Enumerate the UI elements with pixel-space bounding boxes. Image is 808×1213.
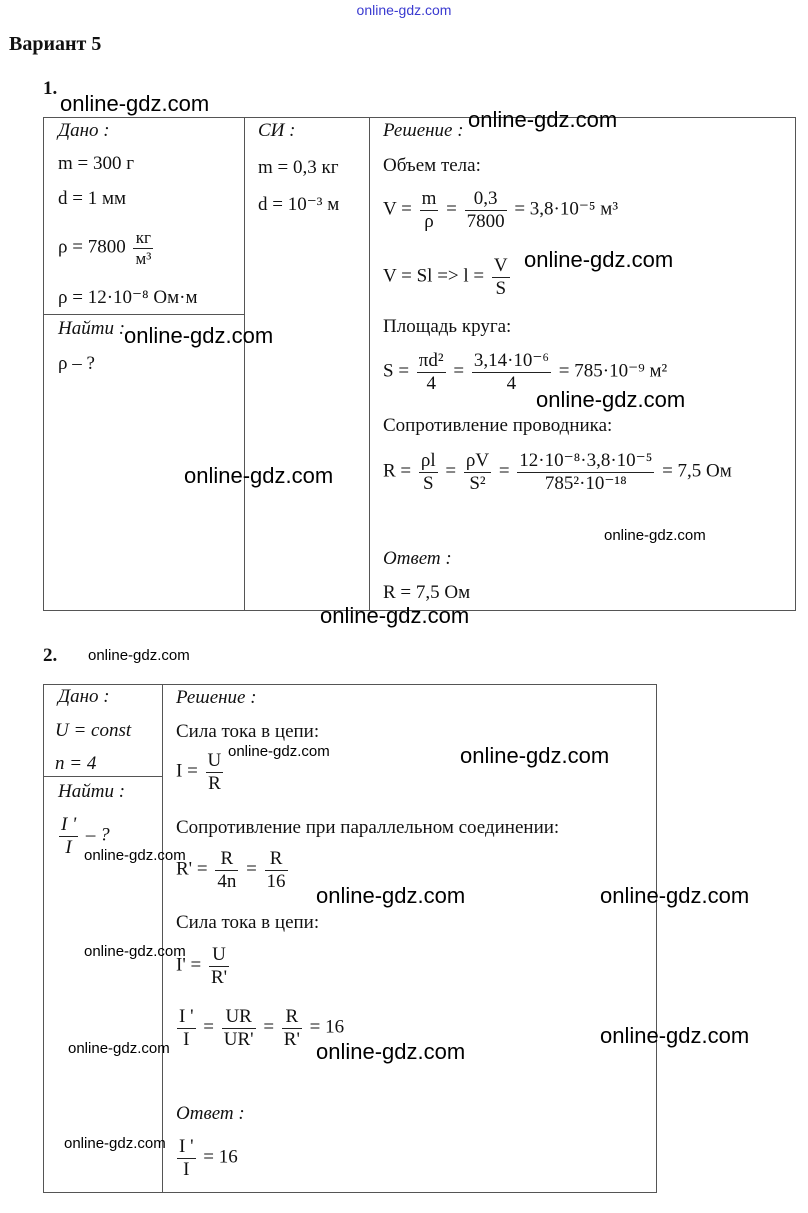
length-formula: V = Sl => l = $\frac{V}{S}$: [383, 255, 508, 299]
watermark: online-gdz.com: [84, 943, 186, 960]
si-mass: m = 0,3 кг: [258, 157, 339, 178]
watermark: online-gdz.com: [228, 743, 330, 760]
page-title: Вариант 5: [9, 33, 102, 55]
volume-label: Объем тела:: [383, 155, 481, 176]
answer-title: Ответ :: [383, 548, 452, 569]
answer2-formula: $\frac{I '}{I}$ = 16: [179, 1136, 238, 1180]
current-formula: I = $\frac{U}{R}$: [176, 750, 222, 794]
given2-voltage: U = const: [55, 720, 132, 741]
find-title: Найти :: [58, 318, 126, 339]
current-label: Сила тока в цепи:: [176, 721, 320, 742]
watermark: online-gdz.com: [124, 323, 274, 348]
given-diameter: d = 1 мм: [58, 188, 127, 209]
watermark: online-gdz.com: [88, 647, 190, 664]
si-diameter: d = 10⁻³ м: [258, 194, 340, 215]
top-watermark: online-gdz.com: [356, 2, 452, 18]
area-label: Площадь круга:: [383, 316, 512, 337]
watermark: online-gdz.com: [316, 1039, 466, 1064]
parallel-label: Сопротивление при параллельном соединении:: [176, 817, 560, 838]
si-title: СИ :: [258, 120, 296, 141]
given2-title: Дано :: [58, 686, 110, 707]
watermark: online-gdz.com: [60, 91, 210, 116]
watermark: online-gdz.com: [316, 883, 466, 908]
given-density: ρ = 7800 $\frac{кг}{\text{м³}}$: [58, 228, 152, 268]
watermark: online-gdz.com: [460, 743, 610, 768]
answer2-title: Ответ :: [176, 1103, 245, 1124]
watermark: online-gdz.com: [320, 603, 470, 628]
given-resistivity: ρ = 12·10⁻⁸ Ом·м: [58, 287, 198, 308]
area-formula: S = $\frac{\text{πd²}}{4}$ = $\frac{\text{3,14·10⁻⁶}}{4}$ = 785·10⁻⁹ м²: [383, 350, 668, 394]
answer-value: R = 7,5 Ом: [383, 582, 471, 603]
watermark: online-gdz.com: [604, 527, 706, 544]
watermark: online-gdz.com: [468, 107, 618, 132]
watermark: online-gdz.com: [64, 1135, 166, 1152]
volume-formula: V = $\frac{m}{\rho}$ = $\frac{0,3}{7800}$ = 3,8·10⁻⁵ м³: [383, 188, 619, 232]
watermark: online-gdz.com: [536, 387, 686, 412]
watermark: online-gdz.com: [600, 1023, 750, 1048]
watermark: online-gdz.com: [600, 883, 750, 908]
find2-title: Найти :: [58, 781, 126, 802]
watermark: online-gdz.com: [84, 847, 186, 864]
solution-title: Решение :: [383, 120, 464, 141]
given-mass: m = 300 г: [58, 153, 135, 174]
resistance-label: Сопротивление проводника:: [383, 415, 613, 436]
watermark: online-gdz.com: [184, 463, 334, 488]
find-value: ρ – ?: [58, 353, 95, 374]
problem-2-number: 2.: [43, 645, 58, 666]
problem-1-number: 1.: [43, 78, 58, 99]
watermark: online-gdz.com: [524, 247, 674, 272]
resistance-formula: R = $\frac{\rho l}{S}$ = $\frac{\rho V}{\text{S²}}$ = $\frac{\text{12·10⁻⁸·3,8·10⁻⁵}}{\text{785²·10⁻¹⁸}}$ = 7,5 Ом: [383, 450, 732, 494]
given2-count: n = 4: [55, 753, 97, 774]
ratio-formula: $\frac{I '}{I}$ = $\frac{UR}{UR'}$ = $\frac{R}{R'}$ = 16: [179, 1006, 345, 1050]
watermark: online-gdz.com: [68, 1040, 170, 1057]
current2-label: Сила тока в цепи:: [176, 912, 320, 933]
given-title: Дано :: [58, 120, 110, 141]
parallel-formula: R' = $\frac{R}{4n}$ = $\frac{R}{16}$: [176, 848, 286, 892]
find2-value: $\frac{I '}{I}$ – ?: [61, 814, 110, 858]
current2-formula: I' = $\frac{U}{R'}$: [176, 944, 228, 988]
solution2-title: Решение :: [176, 687, 257, 708]
